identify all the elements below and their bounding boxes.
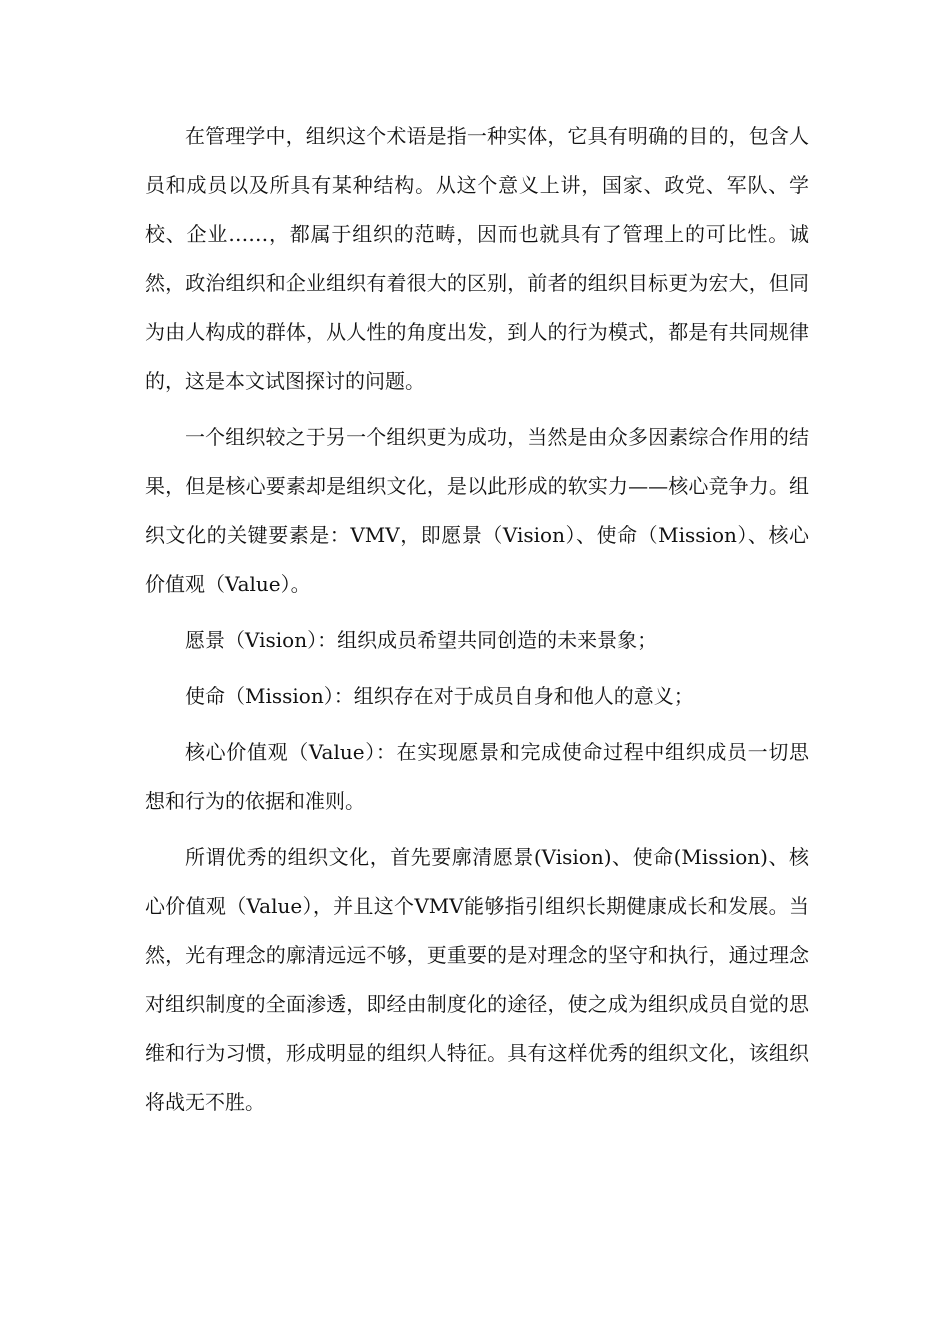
- document-body: [145, 112, 809, 1127]
- paragraph-organizational-culture: 一个组织较之于另一个组织更为成功，当然是由众多因素综合作用的结果，但是核心要素却是组织文化，是以此形成的软实力——核心竞争力。组织文化的关键要素是：VMV，即愿景（Vision）、使命（Mission）、核心价值观（Value）。: [145, 425, 809, 596]
- paragraph-organization-definition: 在管理学中，组织这个术语是指一种实体，它具有明确的目的，包含人员和成员以及所具有某种结构。从这个意义上讲，国家、政党、军队、学校、企业……，都属于组织的范畴，因而也就具有了管理上的可比性。诚然，政治组织和企业组织有着很大的区别，前者的组织目标更为宏大，但同为由人构成的群体，从人性的角度出发，到人的行为模式，都是有共同规律的，这是本文试图探讨的问题。: [145, 124, 809, 393]
- paragraph-value-definition: 核心价值观（Value）：在实现愿景和完成使命过程中组织成员一切思想和行为的依据和准则。: [145, 740, 809, 813]
- paragraph-excellent-culture: 所谓优秀的组织文化，首先要廓清愿景(Vision)、使命(Mission)、核心价值观（Value），并且这个VMV能够指引组织长期健康成长和发展。当然，光有理念的廓清远远不够，更重要的是对理念的坚守和执行，通过理念对组织制度的全面渗透，即经由制度化的途径，使之成为组织成员自觉的思维和行为习惯，形成明显的组织人特征。具有这样优秀的组织文化，该组织将战无不胜。: [145, 845, 809, 1114]
- paragraph-vision-definition: 愿景（Vision）：组织成员希望共同创造的未来景象；: [185, 628, 658, 652]
- paragraph-mission-definition: 使命（Mission）：组织存在对于成员自身和他人的意义；: [185, 684, 694, 708]
